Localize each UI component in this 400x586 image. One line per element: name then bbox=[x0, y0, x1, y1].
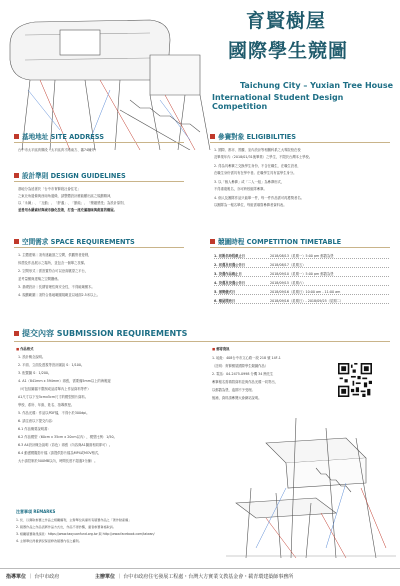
site-heading-text: 基地地址 SITE ADDRESS bbox=[22, 133, 105, 141]
timetable-value: 2018/09/16（星期日）10:00 am - 11:00 am bbox=[270, 290, 341, 294]
footer-guide-value: 台中市政府 bbox=[34, 574, 60, 580]
submission-item: 1. 設計概念說明。 bbox=[18, 355, 46, 359]
timetable-row bbox=[214, 251, 389, 259]
footer bbox=[0, 568, 400, 586]
submission-subheading-text: 作品格式 bbox=[20, 347, 34, 351]
footer-host-label: 主辦單位 bbox=[95, 574, 116, 580]
tree-house-illustration-2 bbox=[226, 408, 396, 558]
title-zh-line2: 國際學生競圖 bbox=[228, 40, 349, 62]
divider bbox=[14, 247, 184, 248]
eligibility-line: 不得重複報名，亦可跨校組隊參賽。 bbox=[214, 187, 267, 191]
submission-item: 6. 請注意以下提交內容： bbox=[18, 419, 56, 423]
title-en-line2: International Student Design Competition bbox=[212, 93, 344, 111]
contact-line: 參賽報名需填寫資料並與作品光碟一同寄出， bbox=[212, 380, 278, 384]
timetable-row bbox=[214, 278, 389, 286]
timetable-value: 2018/09/15（星期六） bbox=[270, 281, 306, 285]
eligibility-line: 1. 國際、都市、景觀、室內設計等相關科系之大專院校在校 bbox=[214, 148, 301, 152]
timetable-key: 3. 決選作品截止日 bbox=[214, 272, 242, 276]
marker-icon bbox=[14, 173, 19, 178]
timetable-heading-text: 競圖時程 COMPETITION TIMETABLE bbox=[218, 238, 342, 246]
contact-line: 1. 地址：408台中市文心路一段 218 號 14F-1 bbox=[212, 356, 281, 360]
title-zh-line1: 育賢樹屋 bbox=[246, 10, 327, 32]
remark-line: 4. 主辦單位得視情況保留修改競賽內容之權利。 bbox=[16, 539, 82, 543]
eligibilities-heading-text: 參賽對象 ELIGIBILITIES bbox=[218, 133, 297, 141]
space-heading bbox=[14, 236, 135, 246]
remark-line: 2. 競賽作品之作品需將作品方式出，作品不得抄襲，違者參賽資格取消。 bbox=[16, 525, 116, 529]
eligibility-line: 4. 個人及團隊作品只能單一件，每一件作品需可再獲獎者名。 bbox=[214, 196, 304, 200]
submission-item: 6.4 動畫模擬影片檔（請提供影片檔為MP4或MOV格式， bbox=[18, 451, 102, 455]
bullet-icon: ■ bbox=[212, 347, 217, 351]
remark-line: 1. 於、以獲取參賽之作品之相關權利，主辦單位具備所有競賽作品之「著作財產權」 bbox=[16, 518, 132, 522]
timetable-value: 2018/09/10（星期一）5:00 pm 郵戳為憑 bbox=[270, 272, 334, 276]
submission-heading-text: 提交內容 SUBMISSION REQUIREMENTS bbox=[22, 329, 188, 338]
contact-line: 以郵戳為憑，逾期不予受理。 bbox=[212, 388, 255, 392]
submission-subheading bbox=[16, 347, 33, 352]
eligibility-line: 3. 以「個人參賽」或「二人一組」為參賽形式， bbox=[214, 180, 285, 184]
submission-item: 5. 作品光碟：作品以PDF檔，不得小於300dpi。 bbox=[18, 411, 90, 415]
submission-item: 6.1 作品概要說明書： bbox=[18, 427, 51, 431]
submission-item: 大小請控制於500MB以內，時間長度不超過3分鐘）。 bbox=[18, 459, 98, 463]
guideline-line: 之東北角邊條與西南角邊條，請整體設計應能顯出區之規劃精神， bbox=[18, 194, 114, 198]
bullet-icon: ■ bbox=[16, 347, 21, 351]
submission-item: 4. A1（841mm x 594mm）兩張，需要備5mm以上的海報邊 bbox=[18, 379, 111, 383]
submission-item: 2. 平面、立面及透視等設計圖說 S：1/100。 bbox=[18, 363, 85, 367]
divider bbox=[210, 142, 390, 143]
space-heading-text: 空間需求 SPACE REQUIREMENTS bbox=[22, 238, 135, 246]
timetable-key: 5. 頒獎儀式日 bbox=[214, 290, 236, 294]
guidelines-heading bbox=[14, 170, 126, 180]
marker-icon bbox=[210, 134, 215, 139]
submission-item: 6.2 作品模型（60cm x 35cm x 20cm以內），模型比例：1/50。 bbox=[18, 435, 117, 439]
timetable-key: 1. 初報名時程截止日 bbox=[214, 254, 246, 258]
qr-code-icon[interactable] bbox=[338, 363, 372, 397]
tree-house-illustration bbox=[0, 0, 400, 150]
footer-guide: 指導單位 ｜ 台中市政府 bbox=[6, 574, 60, 580]
timetable-heading bbox=[210, 236, 341, 246]
eligibility-line: 在職生身份需具有在學中者。在職學生具有當學生身分。 bbox=[214, 171, 297, 175]
timetable-row bbox=[214, 269, 389, 277]
eligibility-line: 及畢業年內（2018/01/31後畢業）之學生，不限於台灣本土學校。 bbox=[214, 155, 313, 159]
submission-item: 6.3 A4設計概念說明（彩色）兩張（內容與A1圖面相同即可）。 bbox=[18, 443, 113, 447]
submission-item: 3. 配置圖 S：1/200。 bbox=[18, 371, 52, 375]
space-item: 1. 主體建築｜須有遮蔽頂之空間，供觀察者遊戲， bbox=[18, 253, 92, 257]
footer-guide-label: 指導單位 bbox=[6, 574, 27, 580]
remarks-heading: 注意事項 REMARKS bbox=[16, 509, 56, 514]
contact-line: 後補，資料請參閱大會網站說明。 bbox=[212, 396, 262, 400]
eligibility-line: 以團隊為一報名單位，每組需填寫參賽者資料表。 bbox=[214, 203, 287, 207]
divider bbox=[14, 341, 390, 342]
timetable-row bbox=[214, 296, 389, 304]
footer-host: 主辦單位 ｜ 台中市政府住宅發展工程處・台灣大方實業文教基金會・載青環建築師事務所 bbox=[95, 574, 294, 580]
marker-icon bbox=[14, 239, 19, 244]
guideline-line: 基地分為延著於「台中市育賢段社會住宅」 bbox=[18, 187, 81, 191]
submission-item: （可包括圖檔不限制成品清單內上作品資料等件） bbox=[18, 387, 91, 391]
space-item: 休憩及作品展示之場所，並包含一個單之扶梯。 bbox=[18, 261, 88, 265]
timetable-row bbox=[214, 287, 389, 295]
contact-heading bbox=[212, 347, 229, 352]
timetable-row bbox=[214, 260, 389, 268]
timetable-value: 2018/09/16（星期日）- 2018/09/25（星期二） bbox=[270, 299, 344, 303]
guideline-line: 以「永續」、「互動」、「舒適」、「節能」、「樂趣感受」為設計原則， bbox=[18, 201, 127, 205]
title-en-line1: Taichung City – Yuxian Tree House bbox=[240, 81, 394, 90]
marker-icon bbox=[210, 239, 215, 244]
divider bbox=[14, 181, 184, 182]
divider bbox=[210, 247, 390, 248]
space-item: 2. 空間形式｜需設置符合可以登高眺望之平台， bbox=[18, 269, 89, 273]
footer-host-value: 台中市政府住宅發展工程處・台灣大方實業文教基金會・載青環建築師事務所 bbox=[123, 574, 294, 580]
guidelines-heading-text: 設計準則 DESIGN GUIDELINES bbox=[22, 172, 126, 180]
guideline-line: 並善用永續素材與城市綠化技術，打造一座充滿趣味與創意的樹屋。 bbox=[18, 208, 117, 212]
eligibility-line: 2. 得為具參賽之交換學生身份，不含在職生，在職生設者， bbox=[214, 164, 301, 168]
timetable-value: 2018/08/17（星期五） bbox=[270, 263, 306, 267]
timetable-key: 2. 初選及初選公告日 bbox=[214, 263, 246, 267]
submission-item: 學校、系所、年級、姓名、指導教授。 bbox=[18, 403, 75, 407]
timetable-key: 4. 決選及決選公告日 bbox=[214, 281, 246, 285]
space-item: 並考量樹與建築之空間關係。 bbox=[18, 277, 61, 281]
eligibilities-heading bbox=[210, 131, 296, 141]
marker-icon bbox=[14, 331, 19, 336]
divider bbox=[14, 142, 184, 143]
space-item: 3. 基礎設計｜長期管理性與安全性，不得破壞樹木。 bbox=[18, 285, 95, 289]
marker-icon bbox=[14, 134, 19, 139]
site-heading bbox=[14, 131, 104, 141]
contact-line: 2. 電話：04-2475-0998 分機 34 簡先生 bbox=[212, 372, 274, 376]
remark-line[interactable]: 3. 相關競賽資訊請見：https://www.taoyuanfund.org.tw 與 http://www.facebook.com/taiwan/ bbox=[16, 532, 155, 536]
submission-item: A1尺寸以下至5cmx5cm尺寸的模型照片資料。 bbox=[18, 395, 89, 399]
contact-line: （註明：育賢樹屋國際學生競圖作品） bbox=[212, 364, 269, 368]
contact-heading-text: 郵寄資訊 bbox=[216, 347, 230, 351]
site-address: 台中市太平區育賢段（太平區育才路南方、蕃74幢旁） bbox=[18, 148, 99, 152]
submission-heading bbox=[14, 328, 187, 339]
timetable-value: 2018/08/13（星期一）5:00 pm 郵戳為憑 bbox=[270, 254, 334, 258]
space-item: 4. 規劃範圍｜須符合基地範圍規範並以地面2.5米以上。 bbox=[18, 293, 100, 297]
timetable-key: 6. 樹屋開放日 bbox=[214, 299, 236, 303]
